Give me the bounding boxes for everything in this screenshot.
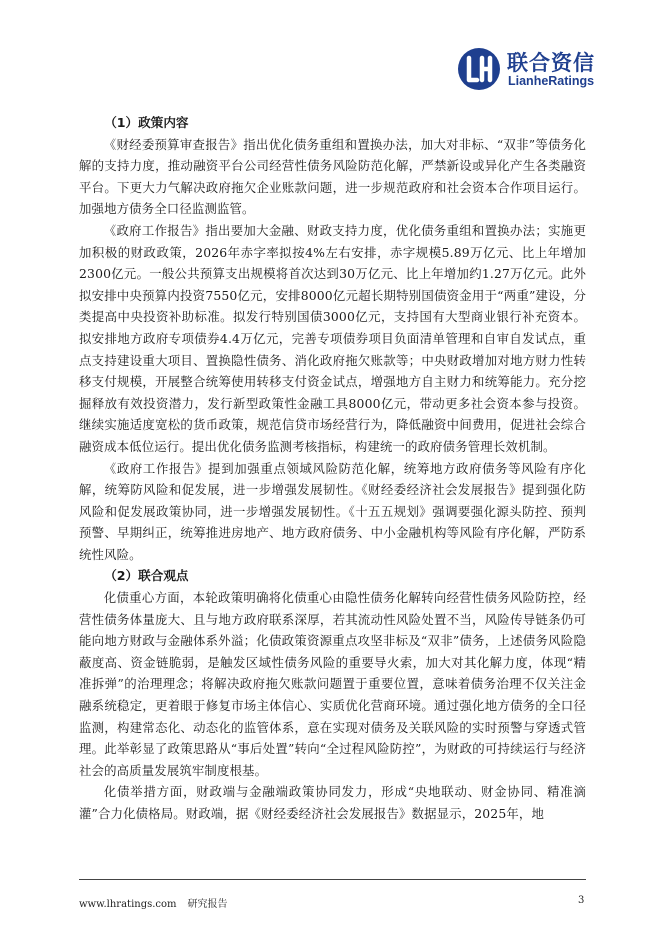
lianhe-logo-icon <box>456 46 502 92</box>
paragraph: 《政府工作报告》提到加强重点领域风险防范化解，统筹地方政府债务等风险有序化解，统筹防风险和促发展，进一步增强发展韧性。《财经委经济社会发展报告》提到强化防风险和促发展政策协同，进一步增强发展韧性。《十五五规划》强调要强化源头防控、预判预警、早期纠正，统筹推进房地产、地方政府债务、中小金融机构等风险有序化解，严防系统性风险。 <box>79 460 586 562</box>
page-number: 3 <box>578 895 585 906</box>
report-body <box>79 112 586 825</box>
footer-info <box>79 895 228 910</box>
paragraph: 化债重心方面，本轮政策明确将化债重心由隐性债务化解转向经营性债务风险防控，经营性债务体量庞大、且与地方政府联系深厚，若其流动性风险处置不当，风险传导链条仍可能向地方财政与金融体系外溢；化债政策资源重点攻坚非标及“双非”债务，上述债务风险隐蔽度高、资金链脆弱，是触发区域性债务风险的重要导火索，加大对其化解力度，体现“精准拆弹”的治理理念；将解决政府拖欠账款问题置于重要位置，意味着债务治理不仅关注金融系统稳定，更着眼于修复市场主体信心、实质优化营商环境。通过强化地方债务的全口径监测，构建常态化、动态化的监管体系，意在实现对债务及关联风险的实时预警与穿透式管理。此举彰显了政策思路从“事后处置”转向“全过程风险防控”，为财政的可持续运行与经济社会的高质量发展筑牢制度根基。 <box>79 590 586 778</box>
brand-name-cn: 联合资信 <box>507 51 595 75</box>
footer-website[interactable]: www.lhratings.com <box>79 899 177 910</box>
section-heading-view: （2）联合观点 <box>104 568 189 584</box>
footer-divider <box>79 879 586 880</box>
paragraph: 《政府工作报告》指出要加大金融、财政支持力度，优化债务重组和置换办法；实施更加积极的财政政策，2026年赤字率拟按4%左右安排，赤字规模5.89万亿元、比上年增加2300亿元。一般公共预算支出规模将首次达到30万亿元、比上年增加约1.27万亿元。此外拟安排中央预算内投资7550亿元，安排8000亿元超长期特别国债资金用于“两重”建设，分类提高中央投资补助标准。拟发行特别国债3000亿元，支持国有大型商业银行补充资本。拟安排地方政府专项债券4.4万亿元，完善专项债券项目负面清单管理和自审自发试点，重点支持建设重大项目、置换隐性债务、消化政府拖欠账款等；中央财政增加对地方财力性转移支付规模，开展整合统筹使用转移支付资金试点，增强地方自主财力和统筹能力。充分挖掘释放有效投资潜力，发行新型政策性金融工具8000亿元，带动更多社会资本参与投资。继续实施适度宽松的货币政策，规范信贷市场经营行为，降低融资中间费用，促进社会综合融资成本低位运行。提出优化债务监测考核指标，构建统一的政府债务管理长效机制。 <box>79 222 586 454</box>
paragraph: 《财经委预算审查报告》指出优化债务重组和置换办法，加大对非标、“双非”等债务化解的支持力度，推动融资平台公司经营性债务风险防范化解，严禁新设或异化产生各类融资平台。下更大力气解决政府拖欠企业账款问题，进一步规范政府和社会资本合作项目运行。加强地方债务全口径监测监管。 <box>79 136 586 217</box>
footer-report-type: 研究报告 <box>187 899 228 910</box>
section-heading-policy: （1）政策内容 <box>104 115 189 130</box>
brand-logo <box>456 44 616 94</box>
paragraph: 化债举措方面，财政端与金融端政策协同发力，形成“央地联动、财金协同、精准滴灌”合力化债格局。财政端，据《财经委经济社会发展报告》数据显示，2025年，地 <box>79 784 586 821</box>
brand-name-en: LianheRatings <box>508 74 595 88</box>
